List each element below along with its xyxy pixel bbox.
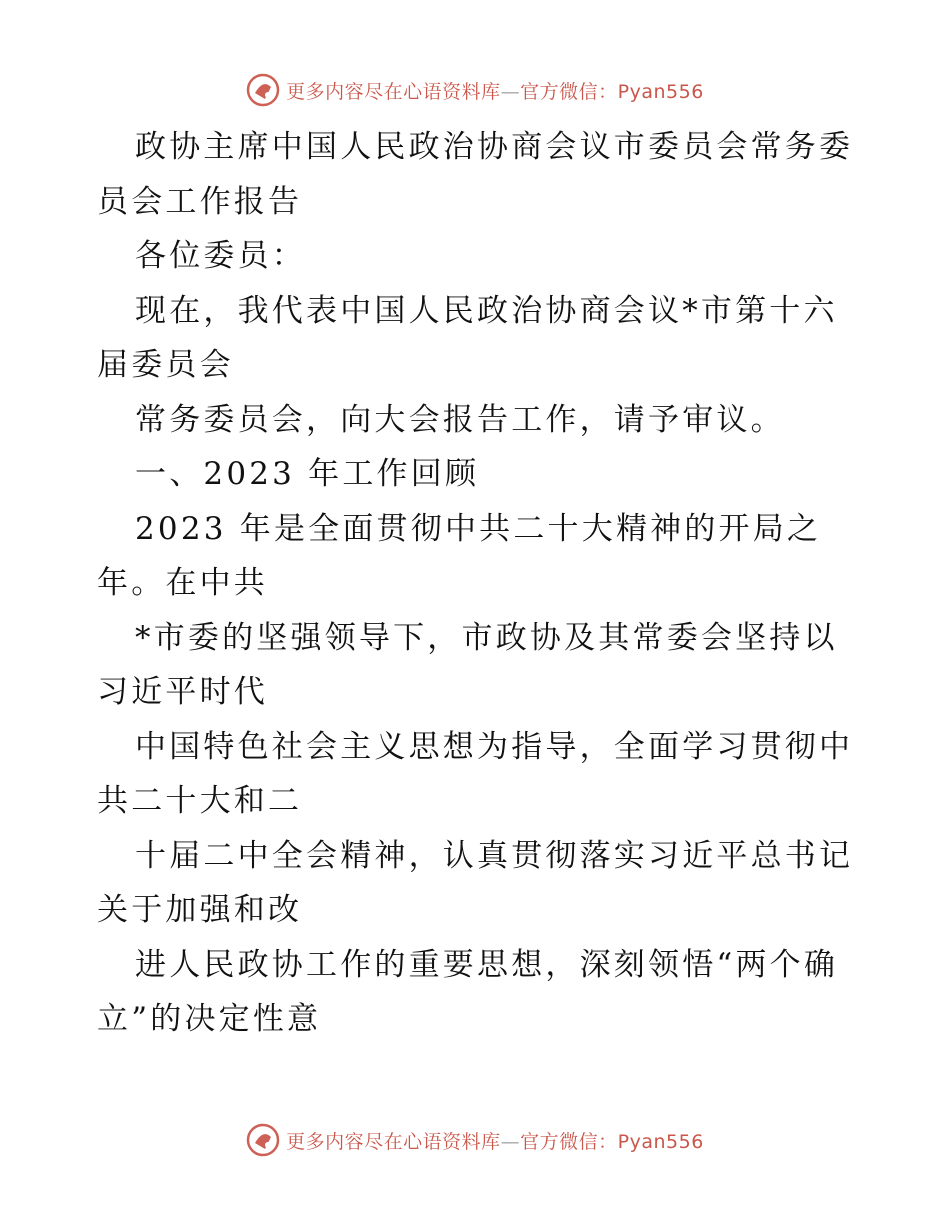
document-line: 立”的决定性意 — [97, 1001, 322, 1037]
document-line: 习近平时代 — [97, 674, 268, 710]
document-line: 中国特色社会主义思想为指导，全面学习贯彻中 — [135, 728, 854, 765]
document-line: 共二十大和二 — [97, 783, 303, 819]
watermark-text — [286, 1127, 704, 1154]
document-line: 年。在中共 — [97, 565, 268, 601]
document-line: 政协主席中国人民政治协商会议市委员会常务委 — [135, 129, 854, 165]
document-line: 各位委员： — [135, 238, 306, 274]
watermark-brand: 更多内容尽在心语资料库 — [286, 1130, 501, 1153]
document-line: 关于加强和改 — [97, 892, 303, 928]
document-line: 一、2023 年工作回顾 — [135, 456, 480, 492]
brand-logo-icon — [246, 73, 280, 107]
watermark-dash: — — [500, 1130, 521, 1153]
watermark-wechat: 官方微信：Pyan556 — [520, 1130, 704, 1153]
document-line: 员会工作报告 — [97, 183, 303, 220]
watermark-text — [286, 77, 704, 104]
watermark-wechat: 官方微信：Pyan556 — [520, 80, 704, 103]
watermark-dash: — — [500, 80, 521, 103]
document-line: 进人民政协工作的重要思想，深刻领悟“两个确 — [135, 946, 839, 983]
document-line: 现在，我代表中国人民政治协商会议*市第十六 — [135, 292, 838, 329]
document-line: *市委的坚强领导下，市政协及其常委会坚持以 — [135, 619, 838, 656]
footer-watermark — [0, 1120, 950, 1160]
document-line: 十届二中全会精神，认真贯彻落实习近平总书记 — [135, 837, 854, 874]
brand-logo-icon — [246, 1123, 280, 1157]
document-line: 2023 年是全面贯彻中共二十大精神的开局之 — [135, 510, 822, 547]
document-body — [97, 120, 857, 1047]
document-line: 常务委员会，向大会报告工作，请予审议。 — [135, 401, 785, 438]
document-line: 届委员会 — [97, 347, 234, 383]
watermark-brand: 更多内容尽在心语资料库 — [286, 80, 501, 103]
header-watermark — [0, 70, 950, 110]
